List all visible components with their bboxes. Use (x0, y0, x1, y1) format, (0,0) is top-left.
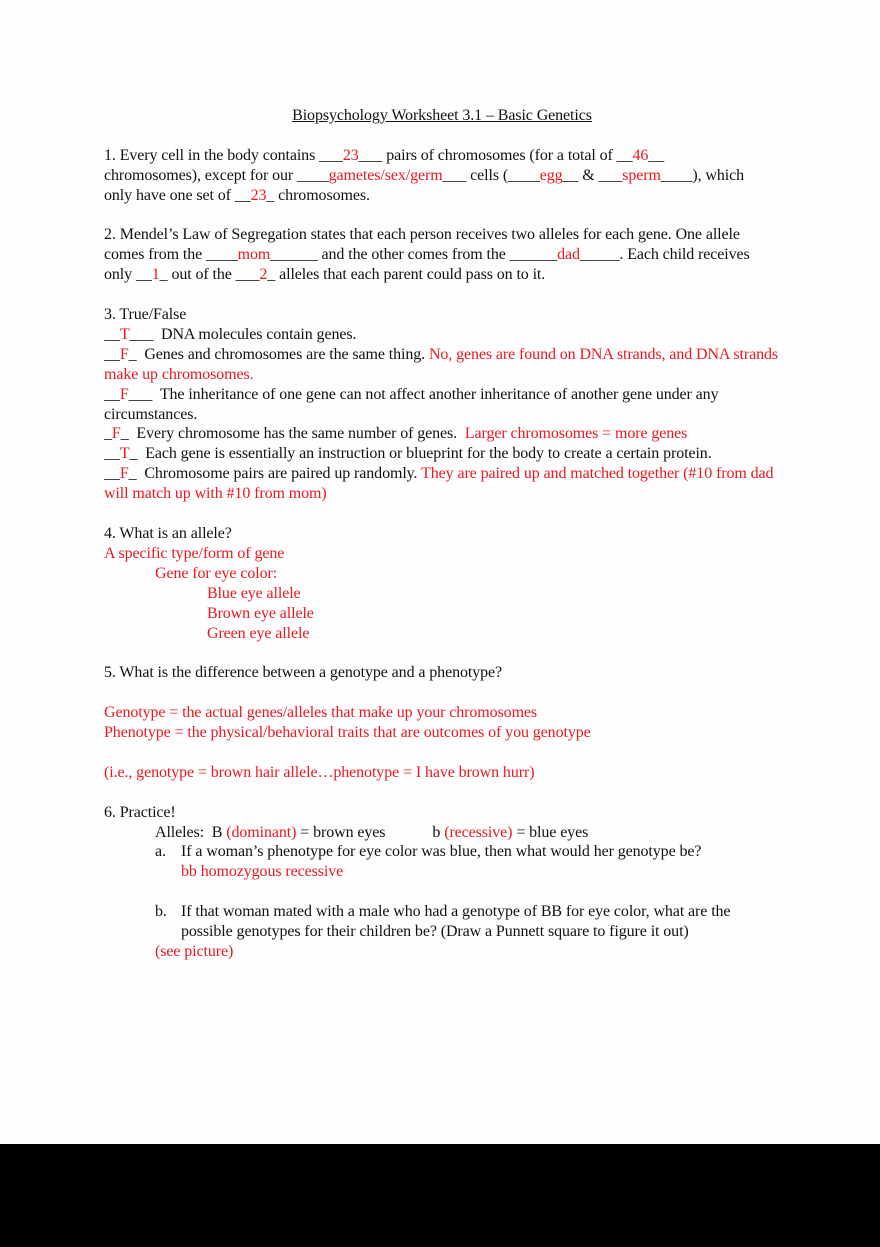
phenotype-definition: Phenotype = the physical/behavioral traits that are outcomes of you genotype (104, 724, 591, 741)
spacer (104, 285, 780, 305)
dominant-label: (dominant) (226, 823, 297, 841)
question-6-heading: 6. Practice! (104, 803, 176, 821)
tf-note: Larger chromosomes = more genes (464, 425, 688, 443)
question-3-heading: 3. True/False (104, 306, 187, 324)
list-marker: b. (155, 903, 167, 921)
allele-example: Brown eye allele (207, 604, 314, 622)
question-1: 1. Every cell in the body contains ___23___ pairs of chromosomes (for a total of __46__ chromosomes), except for our ____gametes/sex/germ___ cells (____egg__ & ___sperm____), which only have one set of __23_ chromosomes. (104, 146, 745, 204)
question-6b-answer: (see picture) (155, 942, 234, 960)
allele-example: Blue eye allele (207, 584, 301, 602)
spacer (104, 504, 780, 524)
answer-cells: gametes/sex/germ (328, 166, 443, 184)
spacer (104, 643, 780, 663)
tf-answer: F (119, 385, 129, 403)
answer-egg: egg (539, 166, 563, 184)
true-false-item: __F___ The inheritance of one gene can not affect another inheritance of another gene under any circumstances. (104, 385, 719, 423)
tf-answer: T (119, 445, 130, 463)
allele-example: Green eye allele (207, 624, 310, 642)
genotype-definition: Genotype = the actual genes/alleles that make up your chromosomes (104, 704, 538, 722)
question-6b (104, 902, 780, 942)
genotype-phenotype-example: (i.e., genotype = brown hair allele…phenotype = I have brown hurr) (104, 763, 535, 781)
list-marker: a. (155, 843, 166, 861)
answer-one-set: 23 (250, 186, 267, 204)
question-6a (104, 842, 780, 882)
question-6a-text: If a woman’s phenotype for eye color was blue, then what would her genotype be? (181, 843, 702, 861)
question-4: 4. What is an allele? (104, 524, 232, 542)
true-false-item: __T___ DNA molecules contain genes. (104, 325, 357, 343)
answer-pairs: 23 (342, 146, 359, 164)
true-false-item: __F_ Genes and chromosomes are the same thing. No, genes are found on DNA strands, and DNA strands make up chromosomes. (104, 345, 779, 383)
answer-sperm: sperm (622, 166, 661, 184)
spacer (104, 683, 780, 703)
question-2: 2. Mendel’s Law of Segregation states that each person receives two alleles for each gene. One allele comes from the ____mom______ and the other comes from the ______dad_____. Each child receives only __1_ out of the ___2_ alleles that each parent could pass on to it. (104, 226, 750, 284)
question-6a-answer: bb homozygous recessive (181, 863, 344, 881)
tf-answer: T (119, 325, 130, 343)
true-false-item: _F_ Every chromosome has the same number of genes. Larger chromosomes = more genes (104, 425, 688, 443)
tf-answer: F (119, 345, 129, 363)
alleles-key: Alleles: B (dominant) = brown eyes b (recessive) = blue eyes (155, 823, 589, 841)
answer-two: 2 (259, 266, 268, 284)
worksheet-body (104, 106, 780, 962)
spacer (104, 882, 780, 902)
question-6b-text: If that woman mated with a male who had a genotype of BB for eye color, what are the possible genotypes for their children be? (Draw a Punnett square to figure it out) (181, 903, 731, 941)
answer-mom: mom (237, 246, 271, 264)
allele-answer: A specific type/form of gene (104, 544, 285, 562)
tf-answer: F (119, 465, 129, 483)
bottom-black-band (0, 1144, 880, 1247)
tf-answer: F (111, 425, 121, 443)
spacer (104, 783, 780, 803)
true-false-item: __F_ Chromosome pairs are paired up randomly. They are paired up and matched together (#10 from dad will match up with #10 from mom) (104, 465, 774, 503)
spacer (104, 743, 780, 763)
question-5: 5. What is the difference between a genotype and a phenotype? (104, 664, 503, 682)
tf-note: No, genes are found on DNA strands, and DNA strands make up chromosomes. (104, 345, 779, 383)
answer-one: 1 (151, 266, 160, 284)
answer-total: 46 (632, 146, 649, 164)
worksheet-title: Biopsychology Worksheet 3.1 – Basic Genetics (292, 107, 592, 124)
allele-example-heading: Gene for eye color: (155, 564, 278, 582)
tf-note: They are paired up and matched together (#10 from dad will match up with #10 from mom) (104, 465, 774, 503)
true-false-item: __T_ Each gene is essentially an instruction or blueprint for the body to create a certain protein. (104, 445, 712, 463)
recessive-label: (recessive) (444, 823, 513, 841)
spacer (104, 206, 780, 226)
answer-dad: dad (557, 246, 580, 264)
